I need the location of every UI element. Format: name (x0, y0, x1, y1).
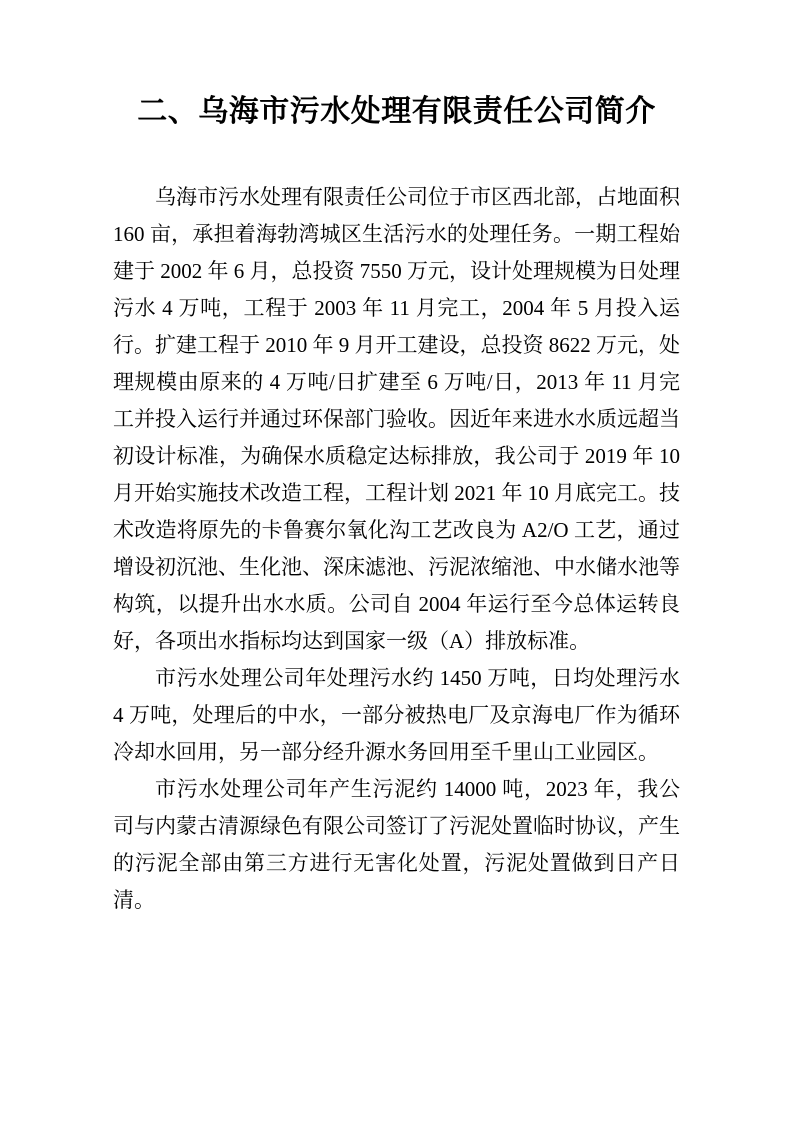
document-body (113, 179, 680, 919)
paragraph-water-treatment: 市污水处理公司年处理污水约 1450 万吨，日均处理污水 4 万吨，处理后的中水，一部分被热电厂及京海电厂作为循环冷却水回用，另一部分经升源水务回用至千里山工业园区。 (113, 666, 680, 764)
document-title: 二、乌海市污水处理有限责任公司简介 (137, 95, 656, 128)
paragraph-company-overview: 乌海市污水处理有限责任公司位于市区西北部，占地面积 160 亩，承担着海勃湾城区生活污水的处理任务。一期工程始建于 2002 年 6 月，总投资 7550 万元，设计处理规模为日处理污水 4 万吨，工程于 2003 年 11 月完工，2004 年 5 月投入运行。扩建工程于 2010 年 9 月开工建设，总投资 8622 万元，处理规模由原来的 4 万吨/日扩建至 6 万吨/日，2013 年 11 月完工并投入运行并通过环保部门验收。因近年来进水水质远超当初设计标准，为确保水质稳定达标排放，我公司于 2019 年 10 月开始实施技术改造工程，工程计划 2021 年 10 月底完工。技术改造将原先的卡鲁赛尔氧化沟工艺改良为 A2/O 工艺，通过增设初沉池、生化池、深床滤池、污泥浓缩池、中水储水池等构筑，以提升出水水质。公司自 2004 年运行至今总体运转良好，各项出水指标均达到国家一级（A）排放标准。 (113, 185, 680, 653)
paragraph-sludge-disposal: 市污水处理公司年产生污泥约 14000 吨，2023 年，我公司与内蒙古清源绿色有限公司签订了污泥处置临时协议，产生的污泥全部由第三方进行无害化处置，污泥处置做到日产日清。 (113, 777, 680, 912)
